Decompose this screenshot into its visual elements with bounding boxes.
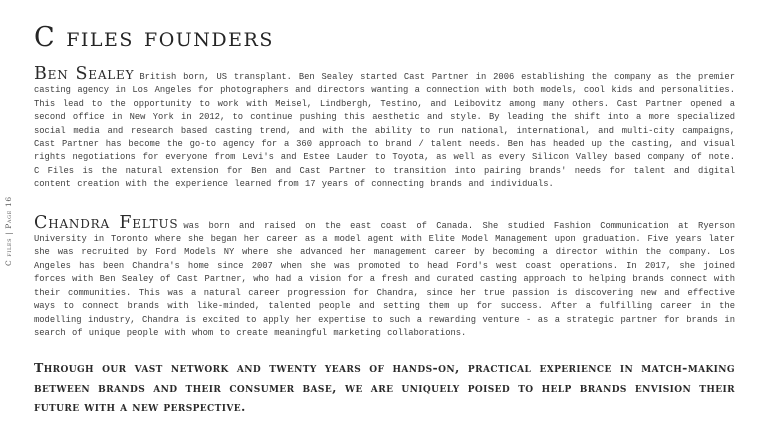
bio-name-chandra: Chandra Feltus [34,212,179,233]
bio-text-chandra: was born and raised on the east coast of Canada. She studied Fashion Communication at Ryerson University in Toronto where she began her career as a model agent with Elite Model Management upon graduation. Five years later she was recruited by Ford Models NY where she advanced her management career by becoming a director within the company. Los Angeles has been Chandra's home since 2007 when she was promoted to head Ford's west coast operations. In 2017, she joined forces with Ben Sealey of Cast Partner, who had a vision for a fresh and curated casting approach to helping brands connect with their communities. This was a natural career progression for Chandra, since her true passion is discovering new and effective ways to connect brands with like-minded, talented people and setting them up for success. After a fulfilling career in the modelling industry, Chandra is excited to apply her expertise to such a rewarding venture - as a strategic partner for brands in search of unique people with whom to create meaningful marketing collaborations. [34,220,735,338]
page-title: C files founders [34,22,274,53]
page-content [34,22,735,417]
bio-paragraph-chandra [34,212,735,341]
bio-text-ben: British born, US transplant. Ben Sealey started Cast Partner in 2006 establishing the company as the premier casting agency in Los Angeles for photographers and directors wanting a connection with both models, cool kids and personalities. This lead to the opportunity to work with Meisel, Lindbergh, Testino, and Leibovitz among many others. Cast Partner opened a second office in New York in 2012, to continue pushing this aesthetic and style. By leading the shift into a more specialized social media and research based casting trend, and with the ability to run national, international, and multi-city campaigns, Cast Partner has become the go-to agency for a 360 approach to brand / talent needs. Ben has headed up the casting, and visual rights negotiations for everyone from Levi's and Estee Lauder to Toyota, as well as every Silicon Valley based company of note. C Files is the natural extension for Ben and Cast Partner to transition into pairing brands' needs for talent and digital content creation with the experience learned from 17 years of connecting brands and individuals. [34,72,735,190]
vertical-margin-label: C files | Page 16 [4,196,13,266]
bio-paragraph-ben [34,64,735,192]
closing-statement: Through our vast network and twenty years of hands-on, practical experience in match-making between brands and their consumer base, we are uniquely poised to help brands envision their future with a new perspective. [34,360,735,415]
bio-name-ben: Ben Sealey [34,64,135,84]
